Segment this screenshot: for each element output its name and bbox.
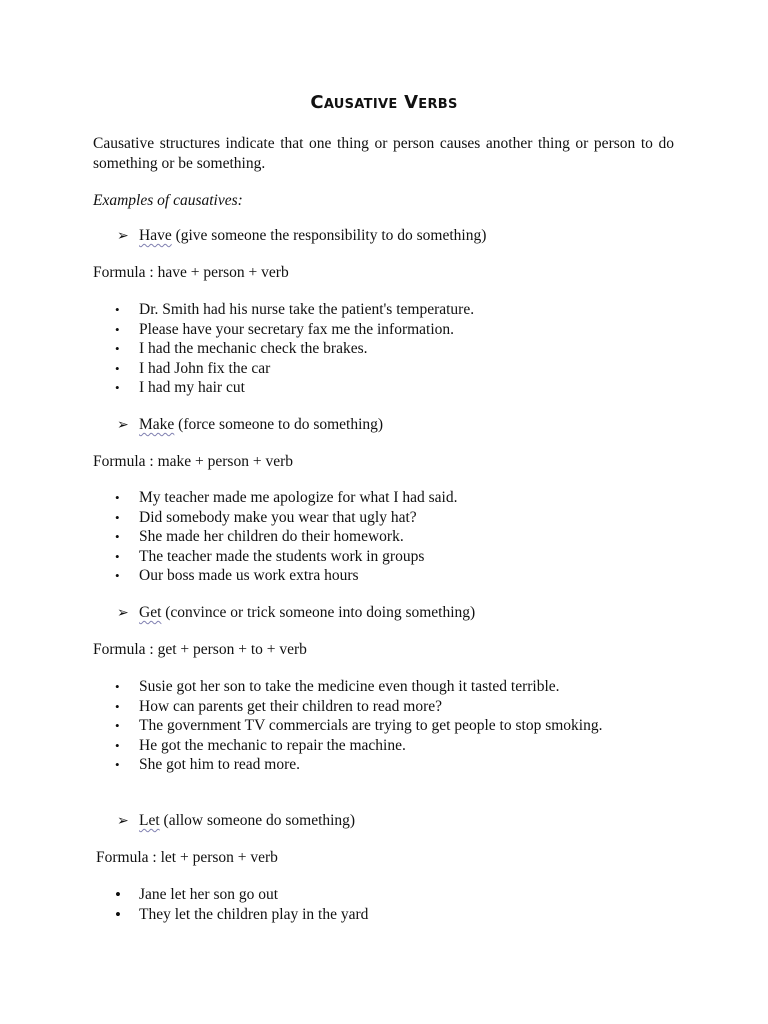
section-have-heading — [117, 226, 486, 247]
list-item: • The government TV commercials are trying to get people to stop smoking. — [93, 716, 674, 736]
verb-let-description: (allow someone do something) — [163, 812, 356, 829]
arrow-bullet-icon: ➢ — [117, 813, 129, 829]
make-examples-list — [93, 488, 674, 586]
have-examples-list — [93, 300, 674, 398]
list-item: • Did somebody make you wear that ugly hat? — [93, 508, 674, 528]
list-item: • She made her children do their homework. — [93, 527, 674, 547]
arrow-bullet-icon: ➢ — [117, 605, 129, 621]
list-item: • Our boss made us work extra hours — [93, 566, 674, 586]
formula-let: Formula : let + person + verb — [96, 849, 278, 866]
list-item: • She got him to read more. — [93, 755, 674, 775]
section-let-heading — [117, 811, 355, 832]
list-item: • Dr. Smith had his nurse take the patient's temperature. — [93, 300, 674, 320]
list-item: • I had the mechanic check the brakes. — [93, 339, 674, 359]
list-item: • I had John fix the car — [93, 359, 674, 379]
verb-get-description: (convince or trick someone into doing something) — [165, 604, 476, 621]
list-item: • I had my hair cut — [93, 378, 674, 398]
verb-let: Let — [139, 812, 160, 829]
verb-have-description: (give someone the responsibility to do something) — [175, 227, 487, 244]
section-get-heading — [117, 603, 475, 624]
verb-get: Get — [139, 604, 162, 621]
verb-make: Make — [139, 416, 175, 433]
list-item: • Susie got her son to take the medicine even though it tasted terrible. — [93, 677, 674, 697]
list-item: • They let the children play in the yard — [93, 905, 674, 925]
formula-make: Formula : make + person + verb — [93, 453, 293, 470]
get-examples-list — [93, 677, 674, 775]
intro-paragraph: Causative structures indicate that one thing or person causes another thing or person to do something or be something. — [93, 135, 674, 172]
section-make-heading — [117, 415, 383, 436]
list-item: • My teacher made me apologize for what I had said. — [93, 488, 674, 508]
examples-label: Examples of causatives: — [93, 192, 243, 209]
formula-have: Formula : have + person + verb — [93, 264, 289, 281]
list-item: • Please have your secretary fax me the information. — [93, 320, 674, 340]
list-item: • Jane let her son go out — [93, 885, 674, 905]
list-item: • How can parents get their children to read more? — [93, 697, 674, 717]
page-title: Causative Verbs — [310, 92, 458, 113]
formula-get: Formula : get + person + to + verb — [93, 641, 307, 658]
verb-make-description: (force someone to do something) — [178, 416, 384, 433]
verb-have: Have — [139, 227, 172, 244]
arrow-bullet-icon: ➢ — [117, 228, 129, 244]
list-item: • He got the mechanic to repair the machine. — [93, 736, 674, 756]
let-examples-list — [93, 885, 674, 924]
list-item: • The teacher made the students work in groups — [93, 547, 674, 567]
arrow-bullet-icon: ➢ — [117, 417, 129, 433]
